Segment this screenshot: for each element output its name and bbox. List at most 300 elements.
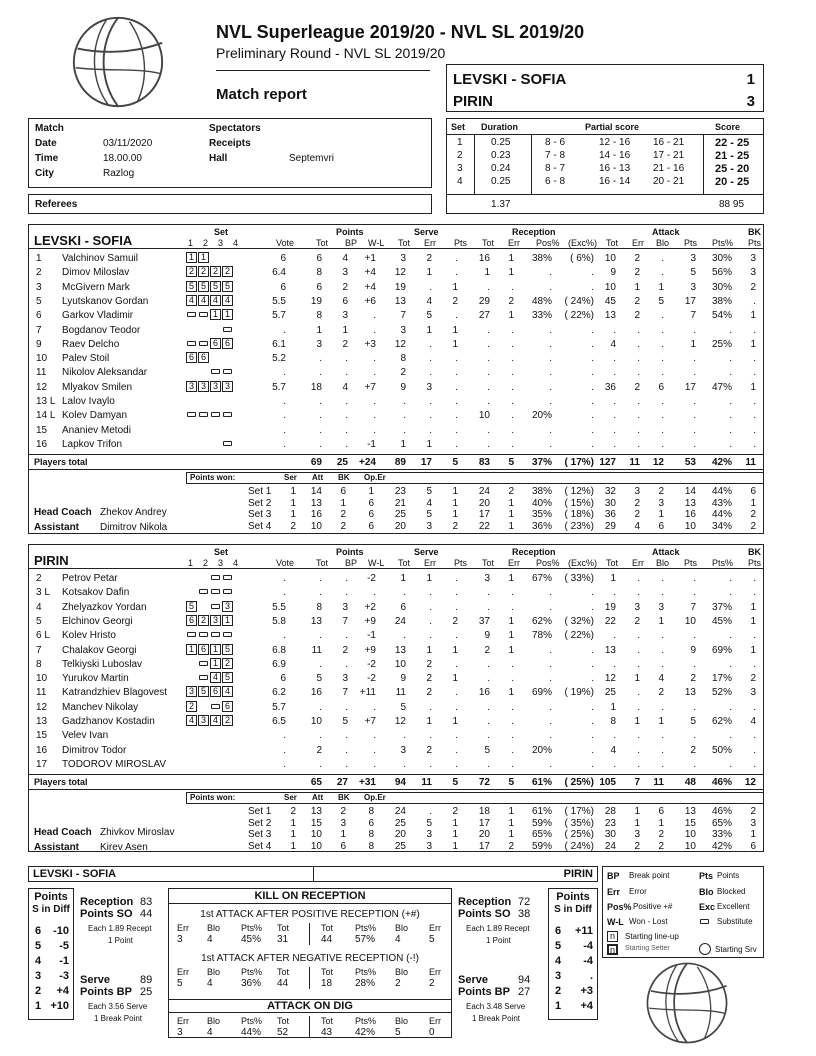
partial-3: 17 - 21 [653, 150, 685, 161]
stat-stot: 13 [394, 644, 406, 656]
stat-blo: . [661, 353, 664, 365]
set-stat-blo: 3 [658, 497, 664, 509]
substitute-icon [222, 572, 233, 583]
legend-blo: Blo [699, 887, 714, 897]
set-stat-apts: 14 [684, 486, 696, 498]
col-sub-header: Blo [656, 558, 670, 568]
set-stat-exc: ( 24%) [564, 840, 594, 852]
kill-value: 42% [355, 1027, 376, 1038]
stat-exc: . [591, 424, 594, 436]
stat-vote: . [283, 396, 286, 407]
set-stat-rerr: 1 [508, 829, 514, 841]
stat-aerr: 3 [634, 601, 640, 613]
stat-serr: . [429, 758, 432, 770]
kill-col-head: Pts% [241, 967, 263, 977]
starting-lineup-icon: n [607, 931, 618, 942]
stat-bp: 7 [342, 615, 348, 627]
player-number: 14 L [36, 410, 56, 422]
stat-apct: . [729, 587, 732, 599]
stat-atot: 45 [604, 295, 616, 307]
stat-bp: 3 [342, 601, 348, 613]
set-stat-rerr: 2 [508, 486, 514, 498]
stat-bp: 3 [342, 310, 348, 322]
stat-apct: . [729, 658, 732, 670]
stat-bp: . [345, 744, 348, 756]
set-stat-bk: 2 [750, 520, 756, 532]
pw-bk: 2 [340, 806, 346, 818]
total-atot: 127 [599, 457, 616, 469]
kill-col-head: Tot [277, 923, 290, 933]
rotation-number: 5 [35, 940, 42, 952]
stat-pos: 20% [531, 744, 552, 756]
stat-blo: 1 [658, 615, 664, 627]
stat-ptot: . [319, 396, 322, 407]
substitute-icon [222, 586, 233, 597]
stat-aerr: . [637, 758, 640, 770]
stat-bk: . [753, 367, 756, 379]
points-won-label: Points won: [190, 473, 236, 483]
stat-serr: 3 [426, 381, 432, 393]
kill-value: 44% [241, 1027, 262, 1038]
assistant-name: Kirev Asen [100, 842, 148, 854]
away-pso-label: Points SO [458, 908, 511, 920]
stat-vote: . [283, 630, 286, 642]
stat-bk: 3 [750, 687, 756, 699]
set-stat-serr: 3 [426, 840, 432, 852]
pw-att: 13 [310, 806, 322, 818]
player-name: Dimov Miloslav [62, 267, 130, 279]
set-stat-serr: 3 [426, 829, 432, 841]
player-number: 13 [36, 716, 48, 727]
receipts-label: Receipts [209, 138, 251, 149]
stat-bp: 2 [342, 338, 348, 350]
set-header: Set [214, 227, 229, 237]
stat-stot: . [403, 424, 406, 436]
stat-serr: 1 [426, 573, 432, 584]
stat-wl: +9 [364, 615, 376, 627]
stat-rerr: 2 [508, 295, 514, 307]
stat-aerr: 2 [634, 295, 640, 307]
stat-stot: 12 [394, 716, 406, 727]
player-set-positions [186, 672, 234, 683]
legend-err: Err [607, 887, 621, 897]
stat-ptot: 16 [310, 687, 322, 699]
stat-apts: 9 [690, 644, 696, 656]
stat-apts: . [693, 424, 696, 436]
stat-bp: 5 [342, 716, 348, 727]
player-set-positions [186, 586, 234, 597]
set-label: Set 4 [248, 840, 272, 852]
stat-ptot: . [319, 573, 322, 584]
substitute-icon [186, 409, 197, 420]
stat-blo: . [661, 658, 664, 670]
set-stat-apts: 10 [684, 829, 696, 841]
col-sub-header: Pos% [536, 238, 560, 248]
player-name: Elchinov Georgi [62, 615, 133, 627]
player-name: Gadzhanov Kostadin [62, 716, 155, 727]
stat-ptot: 1 [316, 324, 322, 336]
substitute-icon [198, 629, 209, 640]
player-set-positions [186, 744, 234, 755]
set-stat-aerr: 1 [634, 817, 640, 829]
stat-apct: . [729, 367, 732, 379]
stat-apct: 52% [711, 687, 732, 699]
stat-bk: . [753, 324, 756, 336]
stat-ptot: 2 [316, 744, 322, 756]
set-stat-blo: 6 [658, 520, 664, 532]
stat-vote: 5.5 [272, 601, 286, 613]
substitute-icon [222, 438, 233, 449]
home-each-serve: Each 3.56 Serve [88, 1002, 148, 1011]
starting-position: 5 [186, 601, 197, 612]
stat-spts: . [455, 353, 458, 365]
stat-bk: 1 [750, 615, 756, 627]
total-rtot: 72 [478, 777, 490, 789]
stat-bp: . [345, 353, 348, 365]
stat-rtot: . [487, 673, 490, 685]
time-label: Time [35, 153, 59, 164]
stat-apts: . [693, 630, 696, 642]
stat-pos: . [549, 644, 552, 656]
points-won-header [186, 792, 764, 804]
set-stat-atot: 36 [604, 509, 616, 521]
set-stat-serr: 4 [426, 497, 432, 509]
stat-exc: . [591, 381, 594, 393]
stat-aerr: . [637, 338, 640, 350]
kill-col-head: Pts% [241, 1016, 263, 1026]
away-each-recept: Each 1.89 Recept [466, 924, 530, 933]
rotation-number: 6 [35, 925, 42, 937]
col-sub-header: BP [345, 238, 358, 248]
stat-spts: . [455, 587, 458, 599]
stat-rtot: . [487, 438, 490, 450]
player-set-positions [186, 644, 234, 655]
away-serve-label: Serve [458, 974, 488, 986]
kill-value: 36% [241, 978, 262, 989]
stat-blo: 6 [658, 381, 664, 393]
teams-scorebox [446, 64, 764, 112]
partial-3: 20 - 21 [653, 176, 685, 187]
set-duration: 0.24 [491, 163, 511, 174]
col-sub-header: Tot [482, 558, 495, 568]
stat-pos: . [549, 758, 552, 770]
home-each-break: 1 Break Point [94, 1014, 143, 1023]
stat-apct: 54% [711, 310, 732, 322]
set-stat-aerr: 2 [634, 840, 640, 852]
stat-wl: . [373, 424, 376, 436]
player-number: 3 [36, 281, 42, 293]
col-sub-header: Vote [276, 558, 295, 568]
stat-bk: 3 [750, 253, 756, 264]
set-stat-bk: 2 [750, 509, 756, 521]
kill-col-head: Tot [277, 1016, 290, 1026]
set-duration: 0.25 [491, 137, 511, 148]
set-stat-rerr: 1 [508, 817, 514, 829]
stat-spts: . [455, 687, 458, 699]
kill-value: 4 [207, 978, 213, 989]
set-stat-atot: 24 [604, 840, 616, 852]
legend-pts-text: Points [717, 871, 740, 880]
rotation-diff: +11 [574, 925, 593, 937]
stat-pos: . [549, 338, 552, 350]
pw-bk: 1 [340, 497, 346, 509]
stat-stot: 10 [394, 658, 406, 670]
stat-exc: . [591, 438, 594, 450]
set-duration: 0.25 [491, 176, 511, 187]
stat-stot: 12 [394, 267, 406, 279]
set-stat-exc: ( 23%) [564, 520, 594, 532]
col-sub-header: Err [508, 558, 520, 568]
stat-pos: . [549, 438, 552, 450]
player-number: 1 [36, 253, 42, 264]
stat-rtot: 27 [478, 310, 490, 322]
set-col-number: 4 [233, 558, 239, 568]
stat-serr: . [429, 338, 432, 350]
away-each-break: 1 Break Point [472, 1014, 521, 1023]
stat-aerr: . [637, 744, 640, 756]
stat-bp: . [345, 701, 348, 713]
kill-col-head: Err [177, 1016, 189, 1026]
substitute-icon [210, 572, 221, 583]
stat-rerr: 1 [508, 267, 514, 279]
stat-vote: 5.7 [272, 701, 286, 713]
player-name: Chalakov Georgi [62, 644, 137, 656]
stat-apts: 2 [690, 744, 696, 756]
assistant-label: Assistant [34, 842, 80, 854]
set-stat-apct: 43% [711, 497, 732, 509]
player-set-positions [186, 395, 234, 406]
stat-serr: 2 [426, 253, 432, 264]
partial-2: 14 - 16 [599, 150, 631, 161]
set-stat-apts: 10 [684, 520, 696, 532]
points-header: Points [336, 227, 364, 237]
rotation-number: 1 [555, 1000, 562, 1012]
stat-atot: 13 [604, 310, 616, 322]
stat-spts: 1 [452, 281, 458, 293]
kill-on-reception-box [168, 888, 452, 1038]
partial-1: 8 - 6 [545, 137, 566, 148]
total-bp: 25 [336, 457, 348, 469]
stat-rerr: . [511, 338, 514, 350]
set-stat-apct: 65% [711, 817, 732, 829]
stat-exc: . [591, 601, 594, 613]
set-stat-serr: 3 [426, 520, 432, 532]
stat-aerr: 1 [634, 281, 640, 293]
player-set-positions [186, 409, 234, 420]
stat-rtot: 37 [478, 615, 490, 627]
set-col-number: 2 [203, 558, 209, 568]
set-col-number: 1 [188, 558, 194, 568]
stat-atot: 10 [604, 253, 616, 264]
stat-rtot: . [487, 758, 490, 770]
kill-col-head: Blo [395, 923, 409, 933]
match-info-box [28, 118, 432, 188]
stat-bp: 1 [342, 324, 348, 336]
substitute-icon [186, 629, 197, 640]
stat-aerr: . [637, 658, 640, 670]
pw-att: 13 [310, 497, 322, 509]
player-number: 11 [36, 367, 47, 379]
stat-rerr: . [511, 744, 514, 756]
stat-vote: . [283, 424, 286, 436]
stat-stot: 24 [394, 615, 406, 627]
player-name: Bogdanov Teodor [62, 324, 141, 336]
starting-position: 2 [186, 266, 197, 277]
kill-value: 28% [355, 978, 376, 989]
stat-pos: . [549, 353, 552, 365]
stat-atot: . [613, 730, 616, 742]
stat-serr: 1 [426, 644, 432, 656]
attack-header: Attack [652, 227, 680, 237]
stat-rtot: . [487, 338, 490, 350]
set-stat-pos: 61% [531, 806, 552, 818]
stat-pos: 38% [531, 253, 552, 264]
stat-rtot: . [487, 424, 490, 436]
stat-stot: 11 [395, 687, 406, 699]
col-sub-header: (Exc%) [568, 238, 597, 248]
stat-bk: 1 [750, 381, 756, 393]
stat-wl: +7 [364, 381, 376, 393]
kill-title: KILL ON RECEPTION [169, 890, 451, 904]
col-sub-header: Blo [656, 238, 670, 248]
set-stat-bk: 6 [750, 840, 756, 852]
stat-blo: . [661, 758, 664, 770]
stat-rerr: . [511, 673, 514, 685]
stat-vote: 6.1 [272, 338, 286, 350]
player-set-positions [186, 629, 234, 640]
stat-spts: . [455, 630, 458, 642]
set-col-number: 4 [233, 238, 239, 248]
stat-blo: . [661, 644, 664, 656]
stat-rtot: 9 [484, 630, 490, 642]
kill-col-head: Tot [277, 967, 290, 977]
set-stat-rtot: 17 [478, 509, 490, 521]
stat-spts: . [455, 367, 458, 379]
stat-pos: 33% [531, 310, 552, 322]
set-stat-atot: 32 [604, 486, 616, 498]
stat-apct: . [729, 324, 732, 336]
stat-aerr: 2 [634, 381, 640, 393]
stat-ptot: . [319, 367, 322, 379]
set-stat-aerr: 3 [634, 829, 640, 841]
player-number: 10 [36, 353, 48, 365]
stat-rerr: 1 [508, 615, 514, 627]
substitute-icon [198, 672, 209, 683]
set-stat-spts: 1 [452, 509, 458, 521]
stat-bp: . [345, 658, 348, 670]
player-set-positions [186, 758, 234, 769]
stat-bk: 2 [750, 281, 756, 293]
stat-wl: . [373, 410, 376, 422]
substitute-icon [222, 629, 233, 640]
stat-bk: . [753, 573, 756, 584]
stat-spts: . [455, 573, 458, 584]
stat-bk: 1 [750, 601, 756, 613]
kill-value: 5 [429, 934, 435, 945]
stat-bp: 4 [342, 381, 348, 393]
stat-atot: . [613, 396, 616, 407]
legend-pts: Pts [699, 871, 714, 881]
stat-blo: . [661, 438, 664, 450]
substitute-icon [210, 586, 221, 597]
legend-wl: W-L [607, 917, 624, 927]
stat-apts: . [693, 658, 696, 670]
stat-apts: 7 [690, 601, 696, 613]
kill-value: 2 [429, 978, 435, 989]
stat-ptot: . [319, 438, 322, 450]
col-sub-header: Err [424, 238, 436, 248]
stat-rerr: . [511, 701, 514, 713]
home-pso-label: Points SO [80, 908, 133, 920]
stat-apts: 1 [690, 338, 696, 350]
kill-col-head: Err [429, 1016, 441, 1026]
col-sub-header: Err [508, 238, 520, 248]
stat-rerr: 1 [508, 253, 514, 264]
set-stat-pos: 59% [531, 840, 552, 852]
starting-position: 4 [210, 715, 221, 726]
stat-pos: 62% [531, 615, 552, 627]
pw-att: 15 [310, 817, 322, 829]
stat-pos: 20% [531, 410, 552, 422]
stat-bk: . [753, 410, 756, 422]
pw-col-head: Att [312, 473, 324, 483]
set-label: Set 3 [248, 509, 272, 521]
player-set-positions [186, 366, 234, 377]
stat-apts: . [693, 438, 696, 450]
first-pos-title: 1st ATTACK AFTER POSITIVE RECEPTION (+#) [200, 909, 420, 920]
set-stat-stot: 20 [394, 829, 406, 841]
stat-apts: . [693, 587, 696, 599]
pw-bk: 3 [340, 817, 346, 829]
stat-pos: . [549, 367, 552, 379]
stat-wl: +7 [364, 716, 376, 727]
stat-wl: -1 [367, 438, 376, 450]
starting-position: 2 [186, 701, 197, 712]
sets-h-partial: Partial score [585, 122, 640, 132]
pw-op: 6 [368, 817, 374, 829]
stat-blo: 3 [658, 601, 664, 613]
starting-position: 3 [210, 381, 221, 392]
head-coach-name: Zhekov Andrey [100, 507, 167, 519]
stat-apct: . [729, 410, 732, 422]
stat-blo: . [661, 267, 664, 279]
stat-exc: ( 32%) [564, 615, 594, 627]
stat-rtot: 16 [478, 253, 490, 264]
stat-vote: 6.2 [272, 687, 286, 699]
stat-bk: 1 [750, 644, 756, 656]
stat-blo: . [661, 310, 664, 322]
stat-spts: . [455, 658, 458, 670]
stat-rerr: . [511, 396, 514, 407]
set-stat-aerr: 3 [634, 486, 640, 498]
stat-bp: . [345, 367, 348, 379]
starting-position: 5 [222, 672, 233, 683]
player-name: Kolev Hristo [62, 630, 116, 642]
stat-atot: . [613, 367, 616, 379]
set-score: 20 - 25 [715, 176, 750, 188]
stat-spts: . [455, 701, 458, 713]
set-stat-stot: 25 [394, 509, 406, 521]
starting-position: 2 [222, 658, 233, 669]
stat-rerr: . [511, 353, 514, 365]
stat-ptot: 5 [316, 673, 322, 685]
player-number: 12 [36, 701, 48, 713]
stat-exc: ( 22%) [564, 310, 594, 322]
stat-wl: . [373, 324, 376, 336]
col-sub-header: BP [345, 558, 358, 568]
player-name: Nikolov Aleksandar [62, 367, 148, 379]
pw-ser: 1 [290, 486, 296, 498]
